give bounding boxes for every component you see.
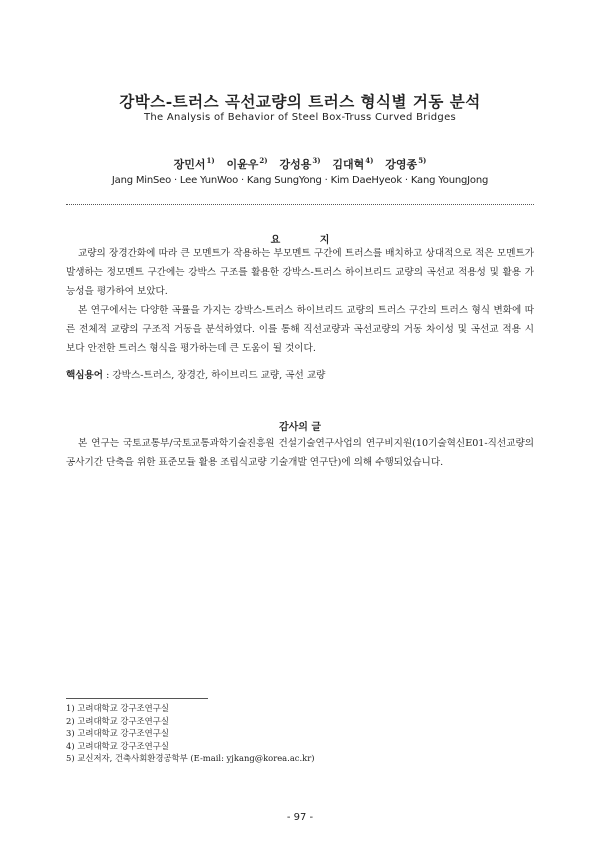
author-name: 김대혁 [332, 158, 365, 171]
paper-title-korean: 강박스-트러스 곡선교량의 트러스 형식별 거동 분석 [119, 92, 481, 111]
page-number: - 97 - [286, 812, 314, 823]
author-2 [227, 158, 268, 171]
footnote-2: 2) 고려대학교 강구조연구실 [66, 715, 169, 726]
abstract-paragraph-1: 교량의 장경간화에 따라 큰 모멘트가 작용하는 부모멘트 구간에 트러스를 배치하고 상대적으로 적은 모멘트가 발생하는 정모멘트 구간에는 강박스 구조를 활용한 강박스-트러스 하이브리드 교량의 곡선교 적용성 및 활용 가능성을 평가하여 보았다. [66, 248, 534, 297]
footnote-divider [66, 698, 208, 699]
footnote-5: 5) 교신저자, 건축사회환경공학부 (E-mail: yjkang@korea.ac.kr) [66, 753, 315, 764]
abstract-heading: 요 지 [270, 235, 348, 246]
footnote-1: 1) 고려대학교 강구조연구실 [66, 703, 169, 713]
abstract-paragraph-2: 본 연구에서는 다양한 곡률을 가지는 강박스-트러스 하이브리드 교량의 트러스 구간의 트러스 형식 변화에 따른 전체적 교량의 구조적 거동을 분석하였다. 이를 통해 직선교량과 곡선교량의 거동 차이성 및 곡선교 적용 시 보다 안전한 트러스 형식을 평가하는데 큰 도움이 될 것이다. [66, 305, 534, 354]
header-divider [66, 204, 534, 205]
acknowledgement-heading: 감사의 글 [278, 422, 322, 433]
author-affiliation-mark: 3) [312, 156, 321, 166]
footnote-4: 4) 고려대학교 강구조연구실 [66, 740, 169, 751]
keywords-text: : 강박스-트러스, 장경간, 하이브리드 교량, 곡선 교량 [103, 370, 326, 381]
author-affiliation-mark: 1) [206, 156, 215, 166]
author-3 [279, 158, 320, 171]
author-5 [385, 158, 426, 171]
keywords [66, 368, 534, 384]
keywords-label: 핵심용어 [66, 370, 104, 381]
acknowledgement-paragraph: 본 연구는 국토교통부/국토교통과학기술진흥원 건설기술연구사업의 연구비지원(10기술혁신E01-직선교량의 공사기간 단축을 위한 표준모듈 활용 조립식교량 기술개발 연구단)에 의해 수행되었습니다. [66, 438, 534, 468]
author-affiliation-mark: 4) [365, 156, 374, 166]
author-affiliation-mark: 2) [259, 156, 268, 166]
author-4 [332, 158, 373, 171]
author-name: 장민서 [173, 158, 206, 171]
author-1 [174, 158, 215, 171]
author-name: 강영종 [385, 158, 418, 171]
author-name: 이윤우 [226, 158, 259, 171]
footnotes [66, 702, 315, 765]
author-affiliation-mark: 5) [418, 156, 427, 166]
footnote-3: 3) 고려대학교 강구조연구실 [66, 728, 169, 739]
author-name: 강성용 [279, 158, 312, 171]
authors-english: Jang MinSeo · Lee YunWoo · Kang SungYong · Kim DaeHyeok · Kang YoungJong [111, 175, 489, 186]
authors-korean [0, 156, 600, 172]
paper-title-english: The Analysis of Behavior of Steel Box-Truss Curved Bridges [143, 112, 457, 123]
